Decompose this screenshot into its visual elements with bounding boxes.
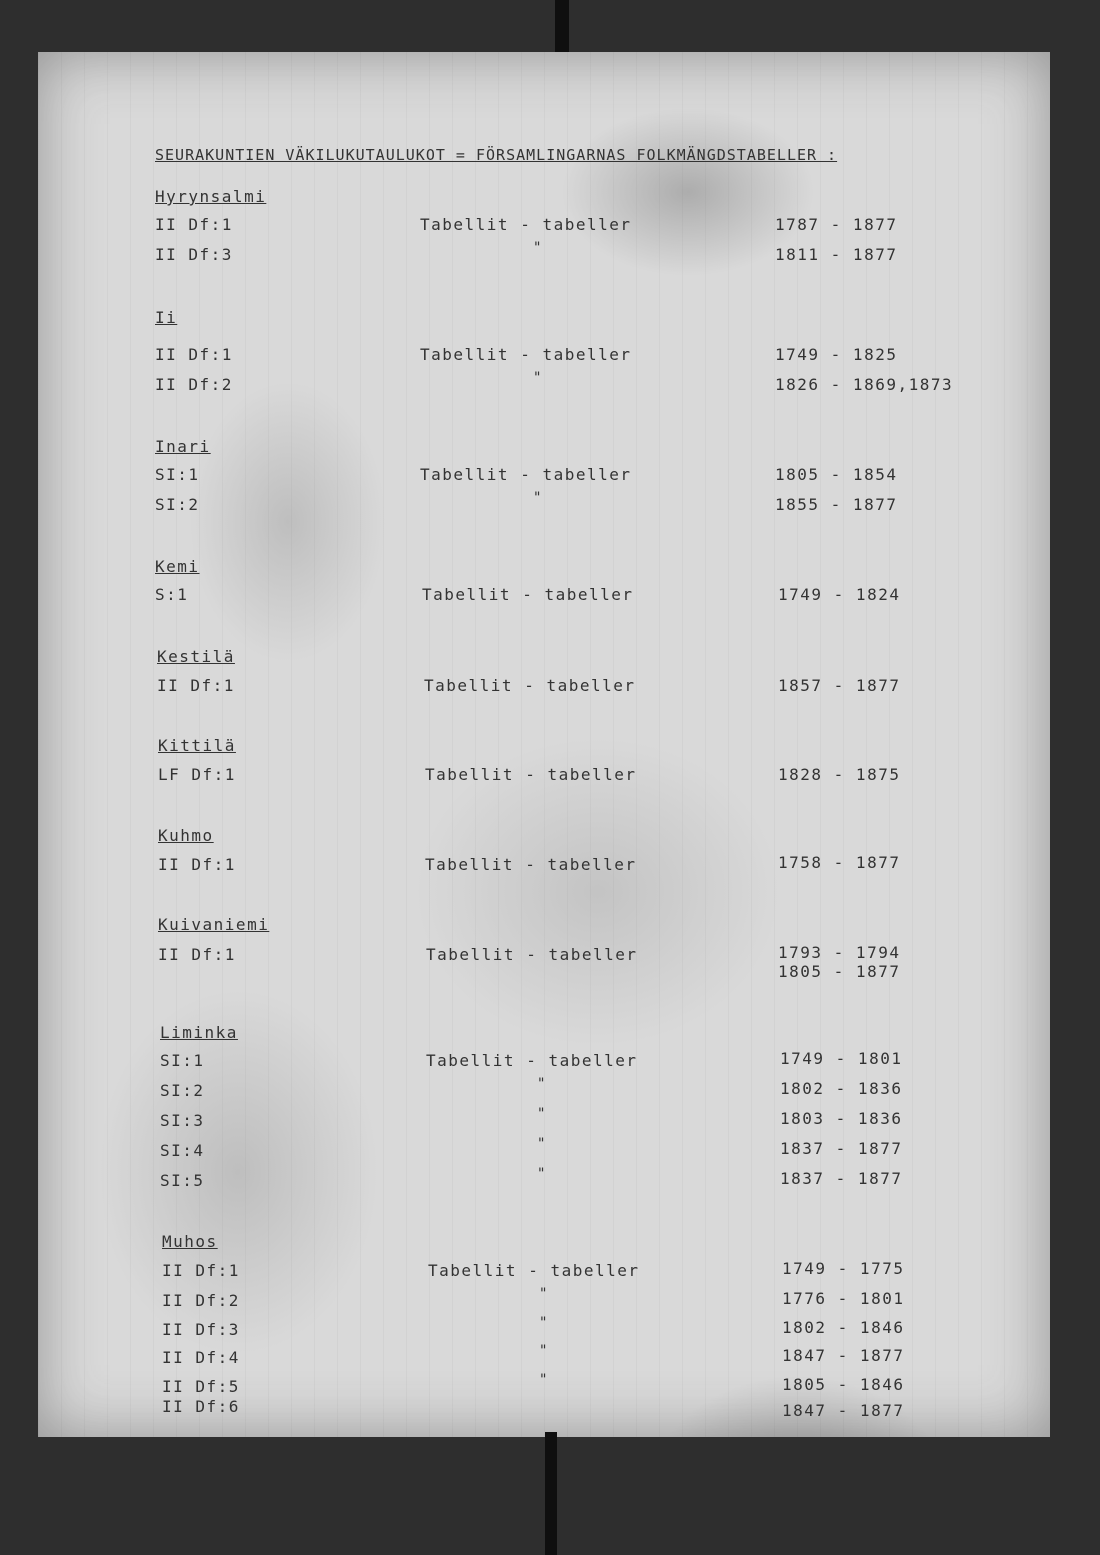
row-desc: Tabellit - tabeller [420,465,632,484]
row-code: II Df:3 [155,245,233,264]
row-years: 1802 - 1846 [782,1318,905,1337]
parish-heading-kuhmo: Kuhmo [158,826,214,845]
row-desc: Tabellit - tabeller [424,676,636,695]
row-years: 1805 - 1854 [775,465,898,484]
row-years-second: 1805 - 1877 [778,962,901,981]
row-code: SI:4 [160,1141,205,1160]
row-desc: Tabellit - tabeller [425,855,637,874]
row-years: 1749 - 1801 [780,1049,903,1068]
parish-heading-liminka: Liminka [160,1023,238,1042]
row-code: SI:2 [155,495,200,514]
row-code: II Df:1 [162,1261,240,1280]
row-desc-ditto: " [533,240,543,256]
parish-heading-inari: Inari [155,437,211,456]
row-years: 1802 - 1836 [780,1079,903,1098]
row-code: II Df:1 [157,676,235,695]
row-code: II Df:1 [155,215,233,234]
parish-heading-kuivaniemi: Kuivaniemi [158,915,270,934]
row-desc: Tabellit - tabeller [426,1051,638,1070]
film-strip-bottom [545,1432,557,1555]
row-years: 1811 - 1877 [775,245,898,264]
row-years: 1805 - 1846 [782,1375,905,1394]
row-desc-ditto: " [537,1136,547,1152]
row-years: 1793 - 1794 [778,943,901,962]
row-years: 1847 - 1877 [782,1401,905,1420]
row-code: II Df:5 [162,1377,240,1396]
row-desc-ditto: " [533,490,543,506]
row-desc: Tabellit - tabeller [420,215,632,234]
row-years: 1847 - 1877 [782,1346,905,1365]
row-desc-ditto: " [539,1286,549,1302]
row-desc-ditto: " [533,370,543,386]
row-desc: Tabellit - tabeller [425,765,637,784]
row-code: SI:1 [160,1051,205,1070]
row-code: II Df:1 [158,945,236,964]
row-years: 1837 - 1877 [780,1169,903,1188]
parish-heading-ii: Ii [155,308,178,327]
row-code: II Df:2 [162,1291,240,1310]
row-desc-ditto: " [539,1315,549,1331]
row-code: SI:2 [160,1081,205,1100]
row-years: 1857 - 1877 [778,676,901,695]
row-years: 1749 - 1824 [778,585,901,604]
parish-heading-hyrynsalmi: Hyrynsalmi [155,187,267,206]
row-desc: Tabellit - tabeller [420,345,632,364]
row-code: II Df:6 [162,1397,240,1416]
row-years: 1776 - 1801 [782,1289,905,1308]
row-desc-ditto: " [537,1076,547,1092]
row-years: 1826 - 1869,1873 [775,375,954,394]
film-strip-top [555,0,569,55]
row-years: 1803 - 1836 [780,1109,903,1128]
row-code: S:1 [155,585,189,604]
row-code: II Df:3 [162,1320,240,1339]
row-years: 1749 - 1775 [782,1259,905,1278]
row-desc: Tabellit - tabeller [422,585,634,604]
row-years: 1855 - 1877 [775,495,898,514]
document-title: SEURAKUNTIEN VÄKILUKUTAULUKOT = FÖRSAMLINGARNAS FOLKMÄNGDSTABELLER : [155,146,838,164]
row-years: 1787 - 1877 [775,215,898,234]
row-code: LF Df:1 [158,765,236,784]
row-code: II Df:1 [158,855,236,874]
row-years: 1837 - 1877 [780,1139,903,1158]
row-desc-ditto: " [537,1106,547,1122]
row-code: II Df:1 [155,345,233,364]
row-years: 1828 - 1875 [778,765,901,784]
parish-heading-muhos: Muhos [162,1232,218,1251]
row-years: 1749 - 1825 [775,345,898,364]
row-years: 1758 - 1877 [778,853,901,872]
row-code: II Df:4 [162,1348,240,1367]
parish-heading-kemi: Kemi [155,557,200,576]
row-desc: Tabellit - tabeller [426,945,638,964]
row-desc: Tabellit - tabeller [428,1261,640,1280]
parish-heading-kestila: Kestilä [157,647,235,666]
row-code: SI:1 [155,465,200,484]
row-desc-ditto: " [537,1166,547,1182]
row-desc-ditto: " [539,1372,549,1388]
row-code: II Df:2 [155,375,233,394]
row-desc-ditto: " [539,1343,549,1359]
row-code: SI:3 [160,1111,205,1130]
row-code: SI:5 [160,1171,205,1190]
parish-heading-kittila: Kittilä [158,736,236,755]
